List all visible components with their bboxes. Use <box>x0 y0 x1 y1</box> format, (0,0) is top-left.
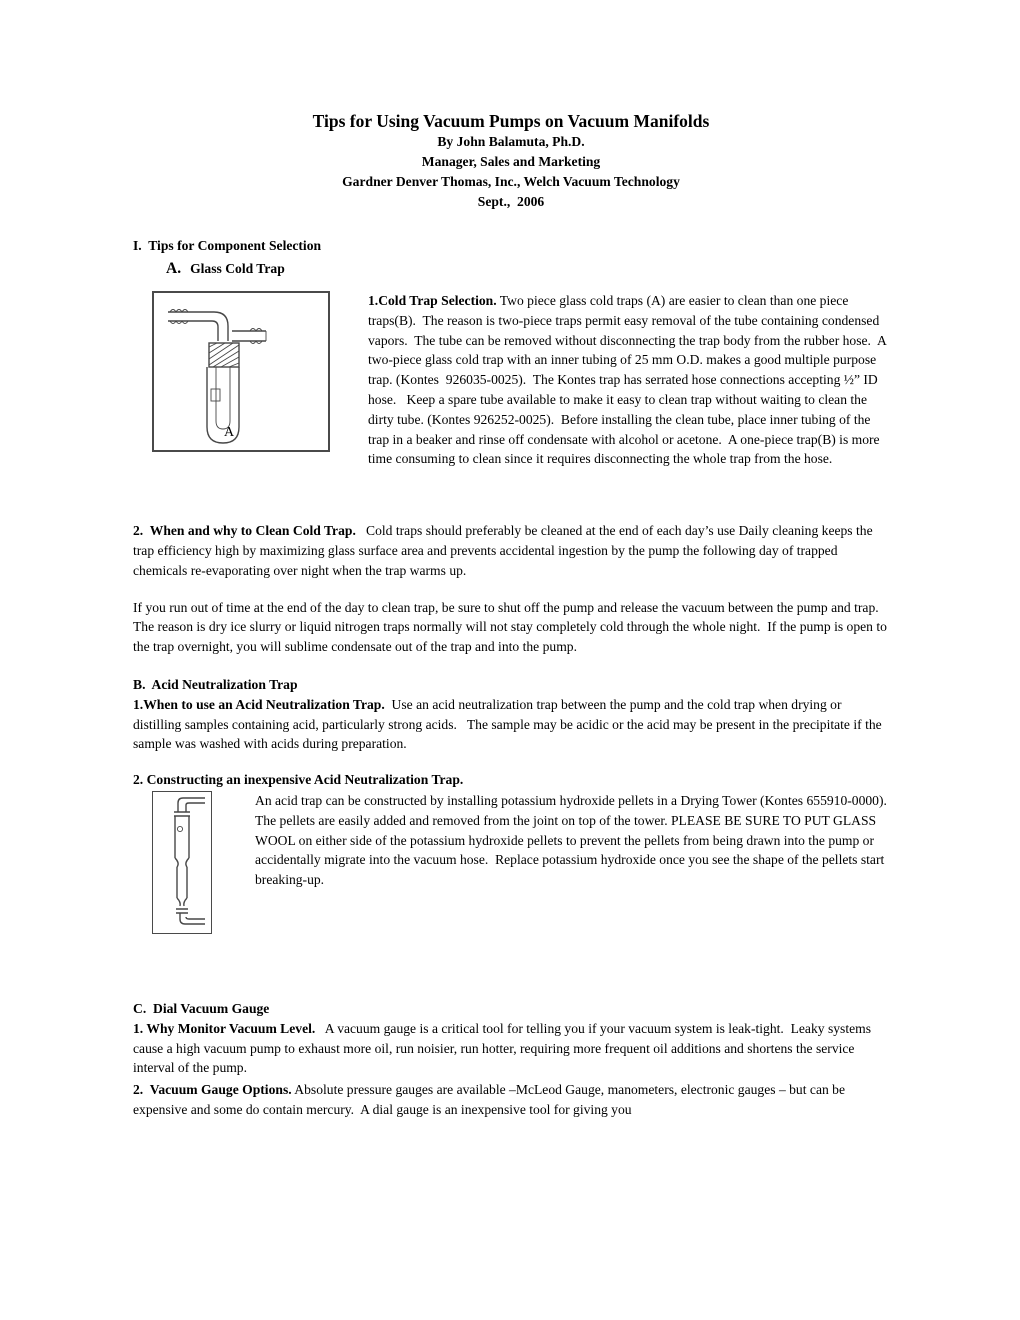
heading-glass-cold-trap <box>166 258 889 280</box>
para-cold-trap-selection <box>368 291 889 469</box>
drying-tower-drawing-icon <box>153 792 211 933</box>
para-gauge-options-lead: 2. Vacuum Gauge Options. <box>133 1082 292 1098</box>
para-overnight: If you run out of time at the end of the day to clean trap, be sure to shut off the pump and release the vacuum between the pump and trap. The reason is dry ice slurry or liquid nitrogen traps normally will not stay completely cold through the whole night. If the pump is open to the trap overnight, you will sublime condensate out of the trap and into the pump. <box>133 599 891 655</box>
heading-letter-a: A. <box>166 260 182 277</box>
para-cold-trap-selection-text: Two piece glass cold traps (A) are easier to clean than one piece traps(B). The reason is two-piece traps permit easy removal of the tube containing condensed vapors. The tube can be removed without disconnecting the trap body from the rubber hose. A two-piece glass cold trap with an inner tubing of 25 mm O.D. makes a good multiple purpose trap. (Kontes 926035-0025). The Kontes trap has serrated hose connections accepting ½” ID hose. Keep a spare tube available to make it easy to clean trap without waiting to clean the dirty tube. (Kontes 926252-0025). Before installing the clean tube, place inner tubing of the trap in a beaker and rinse off condensate with alcohol or acetone. A one-piece trap(B) is more time consuming to clean since it requires disconnecting the whole trap from the hose. <box>368 293 890 467</box>
document-content <box>133 110 894 1120</box>
heading-glass-cold-trap-label: Glass Cold Trap <box>190 261 285 276</box>
para-why-monitor-lead: 1. Why Monitor Vacuum Level. <box>133 1020 316 1036</box>
para-when-clean-trap-lead: 2. When and why to Clean Cold Trap. <box>133 523 356 539</box>
para-cold-trap-selection-lead: 1.Cold Trap Selection. <box>368 293 497 308</box>
byline-company: Gardner Denver Thomas, Inc., Welch Vacuum Technology <box>342 174 680 189</box>
heading-acid-trap: B. Acid Neutralization Trap <box>133 676 298 692</box>
para-when-clean-trap <box>133 521 889 580</box>
byline-date: Sept., 2006 <box>477 194 545 209</box>
para-why-monitor-text: A vacuum gauge is a critical tool for telling you if your vacuum system is leak-tight. Leaky systems cause a high vacuum pump to exhaust more oil, run noisier, run hotter, requiring more frequent oil additions and shortens the service interval of the pump. <box>133 1020 875 1076</box>
drying-tower-figure <box>152 791 212 934</box>
para-when-to-use-acid-trap <box>133 695 889 754</box>
cold-trap-section-row <box>133 291 889 469</box>
figure-a-label: A <box>224 425 235 440</box>
page-title: Tips for Using Vacuum Pumps on Vacuum Manifolds <box>312 111 710 131</box>
para-constructing-acid-trap: An acid trap can be constructed by installing potassium hydroxide pellets in a Drying Tower (Kontes 655910-0000). The pellets are easily added and removed from the joint on top of the tower. PLEASE BE SURE TO PUT GLASS WOOL on either side of the potassium hydroxide pellets to prevent the pellets from being drawn into the pump or accidentally migrate into the vacuum hose. Replace potassium hydroxide once you see the shape of the pellets start breaking-up. <box>255 792 894 888</box>
heading-constructing-acid-trap: 2. Constructing an inexpensive Acid Neutralization Trap. <box>133 772 464 788</box>
cold-trap-figure <box>152 291 330 452</box>
acid-trap-section-row <box>133 791 894 934</box>
heading-component-selection: I. Tips for Component Selection <box>133 238 322 253</box>
para-when-clean-trap-text: Cold traps should preferably be cleaned at the end of each day’s use Daily cleaning keeps the trap efficiency high by maximizing glass surface area and prevents accidental ingestion by the pump the following day of trapped chemicals re-evaporating over night when the trap warms up. <box>133 523 877 578</box>
cold-trap-drawing-icon <box>154 293 328 450</box>
para-gauge-options <box>133 1080 889 1120</box>
para-when-to-use-acid-trap-lead: 1.When to use an Acid Neutralization Trap. <box>133 696 385 712</box>
byline-author: By John Balamuta, Ph.D. <box>437 134 585 149</box>
para-when-to-use-acid-trap-text: Use an acid neutralization trap between the pump and the cold trap when drying or distilling samples containing acid, particularly strong acids. The sample may be acidic or the acid may be present in the precipitate if the sample was washed with acids during preparation. <box>133 696 886 752</box>
byline-role: Manager, Sales and Marketing <box>421 154 601 169</box>
byline <box>133 132 889 212</box>
para-why-monitor <box>133 1019 889 1078</box>
heading-dial-gauge: C. Dial Vacuum Gauge <box>133 1000 270 1016</box>
para-gauge-options-text: Absolute pressure gauges are available –McLeod Gauge, manometers, electronic gauges – but can be expensive and some do contain mercury. A dial gauge is an inexpensive tool for giving you <box>133 1082 849 1117</box>
